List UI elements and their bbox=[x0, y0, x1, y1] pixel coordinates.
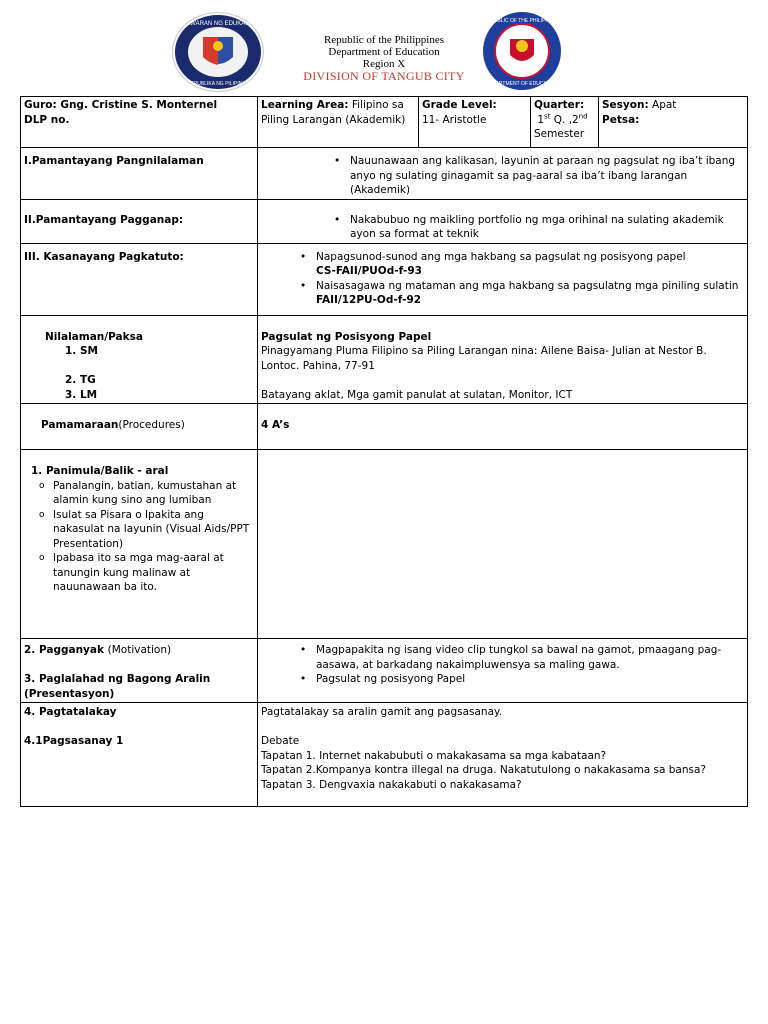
svg-text:DEPARTMENT OF EDUCATION: DEPARTMENT OF EDUCATION bbox=[485, 81, 559, 87]
panimula-title: 1. Panimula/Balik - aral bbox=[31, 465, 169, 477]
tapatan-2: Tapatan 2.Kompanya kontra illegal na druga. Nakatutulong o nakakasama sa bansa? bbox=[261, 764, 706, 776]
session-value: Apat bbox=[648, 99, 677, 111]
grade-level-cell bbox=[419, 97, 531, 148]
competency-item-1: • Napagsunod-sunod ang mga hakbang sa pagsulat ng posisyong papel CS-FAII/PUOd-f-93 bbox=[294, 250, 744, 279]
pagganyak-label: 2. Pagganyak bbox=[24, 644, 108, 656]
dlp-table bbox=[20, 96, 748, 807]
kasanayang-pagkatuto-row bbox=[21, 243, 748, 315]
pamantayang-pagganap-label: II.Pamantayang Pagganap: bbox=[21, 199, 258, 243]
info-row bbox=[21, 97, 748, 148]
deped-seal-icon bbox=[482, 11, 562, 91]
panimula-item-3: o Ipabasa ito sa mga mag-aaral at tanungin kung malinaw at nauunawaan ba ito. bbox=[31, 551, 251, 595]
svg-text:REPUBLIC OF THE PHILIPPINES: REPUBLIC OF THE PHILIPPINES bbox=[483, 18, 561, 24]
quarter-value: 1st Q. ,2nd bbox=[537, 112, 588, 126]
pamantayang-pangnilalaman-row bbox=[21, 148, 748, 200]
pagtatalakay-content bbox=[258, 703, 748, 807]
svg-text:REPUBLIKA NG PILIPINAS: REPUBLIKA NG PILIPINAS bbox=[187, 81, 249, 87]
tapatan-1: Tapatan 1. Internet nakabubuti o makakasama sa mga kabataan? bbox=[261, 749, 607, 762]
grade-level-label: Grade Level: bbox=[422, 99, 497, 111]
paglalahad-label: 3. Paglalahad ng Bagong Aralin (Presentasyon) bbox=[24, 673, 211, 700]
quarter-cell bbox=[531, 97, 599, 148]
reference-text: Pinagyamang Pluma Filipino sa Piling Larangan nina: Ailene Baisa- Julian at Nestor B. Lontoc. Pahina, 77-91 bbox=[261, 345, 707, 372]
topic-title: Pagsulat ng Posisyong Papel bbox=[261, 330, 432, 343]
teacher-cell bbox=[21, 97, 258, 148]
deped-kagawaran-seal-icon bbox=[172, 12, 264, 92]
department-line: Department of Education bbox=[328, 46, 440, 58]
motivation-item-2: • Pagsulat ng posisyong Papel bbox=[294, 672, 744, 687]
panimula-cell bbox=[21, 450, 258, 639]
session-label: Sesyon: bbox=[602, 99, 649, 111]
pagganyak-cell: 2. Pagganyak (Motivation) 3. Paglalahad ng Bagong Aralin (Presentasyon) bbox=[21, 639, 258, 703]
pamamaraan-value: 4 A’s bbox=[258, 404, 748, 450]
teacher-name: Guro: Gng. Cristine S. Monternel bbox=[24, 99, 218, 111]
motivation-item-1: • Magpapakita ng isang video clip tungkol sa bawal na gamot, pmaagang pag-aasawa, at barkadang nakaimpluwensya sa maling gawa. bbox=[294, 643, 744, 672]
dlp-number-label: DLP no. bbox=[24, 113, 70, 126]
pagganyak-row bbox=[21, 639, 748, 703]
debate-label: Debate bbox=[261, 735, 300, 747]
panimula-item-2: o Isulat sa Pisara o Ipakita ang nakasulat na layunin (Visual Aids/PPT Presentation) bbox=[31, 508, 251, 552]
nilalaman-label: Nilalaman/Paksa bbox=[45, 330, 143, 343]
nilalaman-label-cell bbox=[21, 315, 258, 404]
svg-text:KAGAWARAN NG EDUKASYON: KAGAWARAN NG EDUKASYON bbox=[173, 21, 263, 27]
learning-area-label: Learning Area: bbox=[261, 99, 349, 111]
quarter-label: Quarter: bbox=[534, 99, 585, 111]
pagtatalakay-label: 4. Pagtatalakay bbox=[24, 706, 117, 718]
region-line: Region X bbox=[362, 58, 406, 70]
learning-area-value: Filipino sa Piling Larangan (Akademik) bbox=[261, 99, 406, 126]
tg-label: 2. TG bbox=[65, 374, 96, 386]
panimula-content-cell bbox=[258, 450, 748, 639]
kasanayang-pagkatuto-content bbox=[258, 243, 748, 315]
panimula-row bbox=[21, 450, 748, 639]
pamantayang-pangnilalaman-content bbox=[258, 148, 748, 200]
pagtatalakay-cell bbox=[21, 703, 258, 807]
kasanayang-pagkatuto-label: III. Kasanayang Pagkatuto: bbox=[21, 243, 258, 315]
letterhead-text bbox=[262, 34, 506, 82]
learning-area-cell bbox=[258, 97, 419, 148]
semester-label: Semester bbox=[534, 128, 585, 140]
pamantayang-pangnilalaman-label: I.Pamantayang Pangnilalaman bbox=[21, 148, 258, 200]
performance-standard-item: • Nakabubuo ng maikling portfolio ng mga orihinal na sulating akademik ayon sa format at teknik bbox=[328, 213, 744, 242]
panimula-item-1: o Panalangin, batian, kumustahan at alamin kung sino ang lumiban bbox=[31, 479, 251, 508]
republic-line: Republic of the Philippines bbox=[323, 34, 445, 46]
division-line: DIVISION OF TANGUB CITY bbox=[303, 69, 465, 83]
nilalaman-row bbox=[21, 315, 748, 404]
pamamaraan-label: Pamamaraan(Procedures) bbox=[21, 404, 258, 450]
materials-text: Batayang aklat, Mga gamit panulat at sulatan, Monitor, ICT bbox=[261, 388, 573, 401]
pamantayang-pagganap-row bbox=[21, 199, 748, 243]
nilalaman-content-cell bbox=[258, 315, 748, 404]
pamantayang-pagganap-content bbox=[258, 199, 748, 243]
pagganyak-content bbox=[258, 639, 748, 703]
date-label: Petsa: bbox=[602, 113, 640, 126]
letterhead bbox=[0, 0, 768, 96]
sm-label: 1. SM bbox=[65, 345, 98, 357]
content-standard-item: • Nauunawaan ang kalikasan, layunin at paraan ng pagsulat ng iba’t ibang anyo ng sulating ginagamit sa pag-aaral sa iba’t ibang larangan (Akademik) bbox=[328, 154, 744, 198]
pagtatalakay-row bbox=[21, 703, 748, 807]
lm-label: 3. LM bbox=[65, 388, 98, 401]
tapatan-3: Tapatan 3. Dengvaxia nakakabuti o nakakasama? bbox=[261, 778, 522, 791]
pamamaraan-row bbox=[21, 404, 748, 450]
discussion-intro: Pagtatalakay sa aralin gamit ang pagsasanay. bbox=[261, 706, 503, 718]
competency-item-2: • Naisasagawa ng mataman ang mga hakbang sa pagsulatng mga piniling sulatin FAII/12PU-Od-f-92 bbox=[294, 279, 744, 308]
pagsasanay-label: 4.1Pagsasanay 1 bbox=[24, 735, 124, 747]
grade-level-value: 11- Aristotle bbox=[422, 113, 487, 126]
session-cell bbox=[599, 97, 748, 148]
